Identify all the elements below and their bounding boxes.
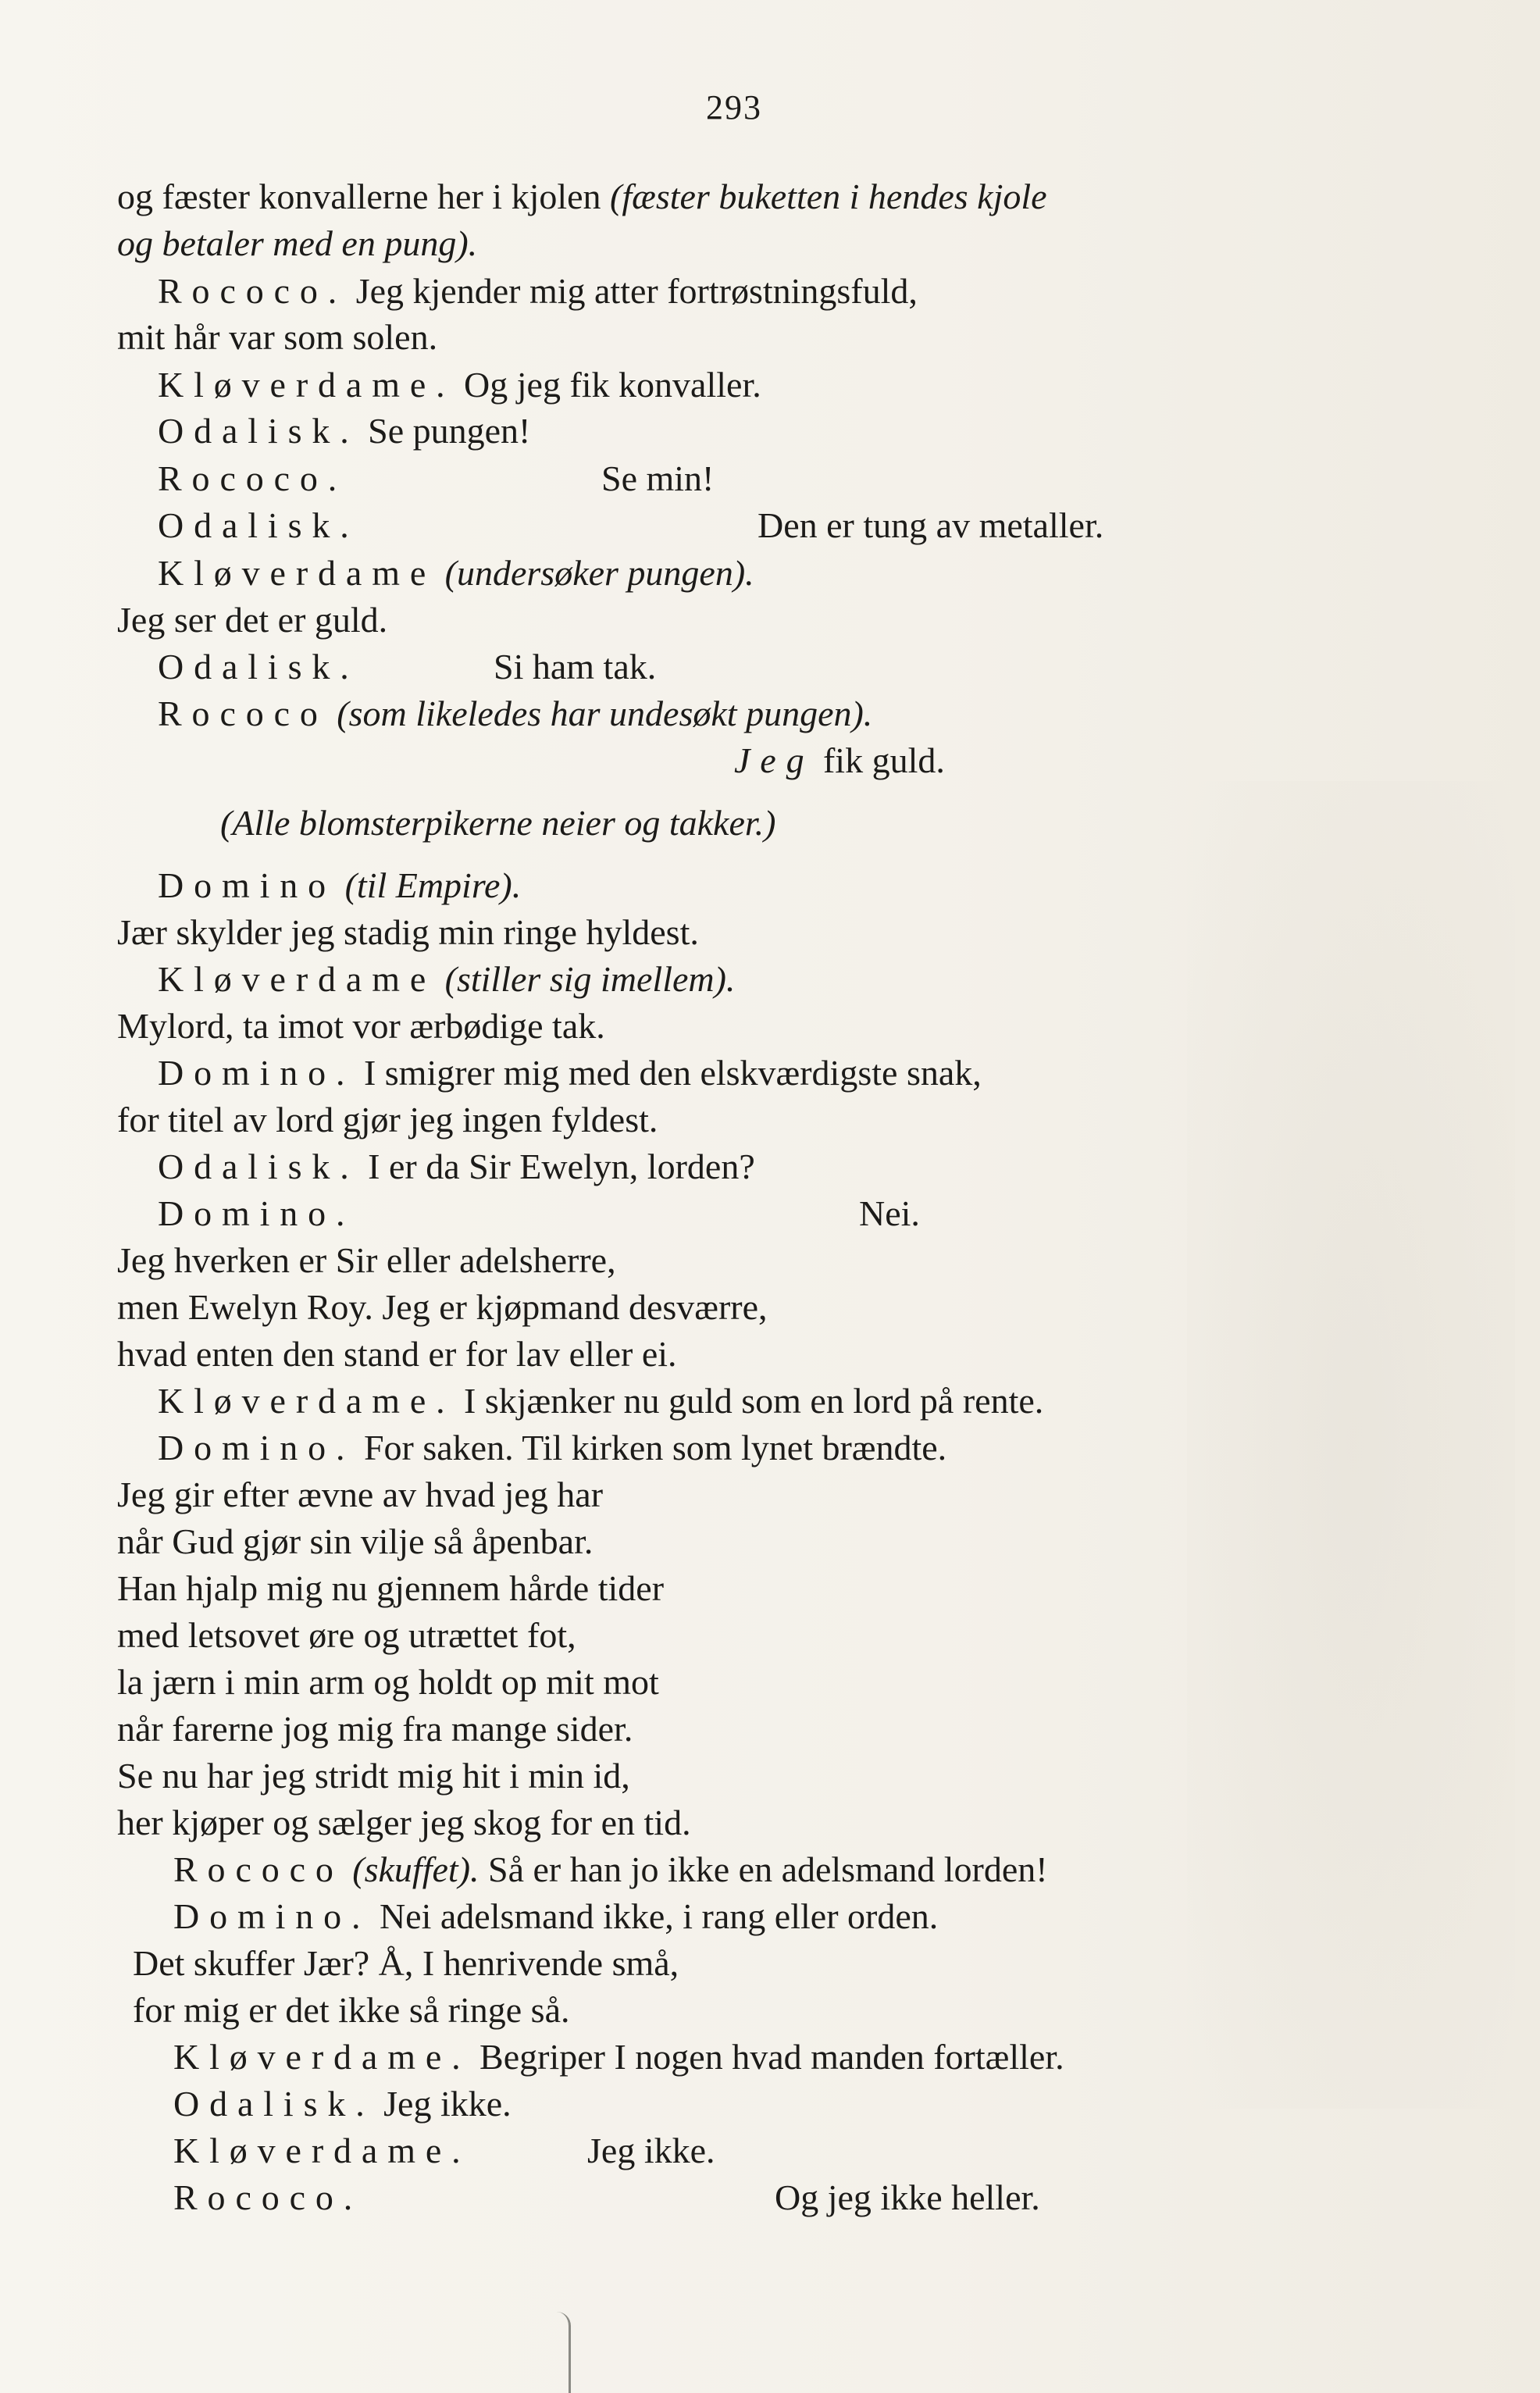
- speaker-name: Domino: [158, 865, 337, 905]
- dialogue-text: Så er han jo ikke en adelsmand lorden!: [479, 1849, 1048, 1889]
- speaker-name: Odalisk.: [173, 2084, 375, 2124]
- page-shading: [1187, 781, 1515, 2109]
- dialogue-text: Jeg kjender mig atter fortrøstningsfuld,: [347, 271, 918, 311]
- dialogue-text: Jeg ser det er guld.: [117, 600, 388, 640]
- dialogue-text: [344, 1849, 353, 1889]
- dialogue-text: mit hår var som solen.: [117, 317, 438, 357]
- text-line: [173, 2081, 512, 2127]
- text-line: [173, 2127, 471, 2174]
- stage-direction: (som likeledes har undesøkt pungen).: [337, 694, 873, 733]
- text-line: [117, 1799, 691, 1846]
- text-line: [173, 2174, 362, 2221]
- dialogue-text: For saken. Til kirken som lynet brændte.: [355, 1428, 947, 1468]
- dialogue-text: men Ewelyn Roy. Jeg er kjøpmand desværre,: [117, 1287, 768, 1327]
- text-line: [158, 862, 521, 909]
- text-line: [133, 1987, 569, 2034]
- text-line: [859, 1190, 920, 1237]
- text-line: [117, 597, 387, 644]
- stage-direction: (undersøker pungen).: [444, 553, 754, 593]
- dialogue-text: Jeg ikke.: [587, 2131, 715, 2170]
- text-line: [158, 644, 359, 690]
- dialogue-text: og fæster konvallerne her i kjolen: [117, 177, 611, 216]
- speaker-name: Kløverdame.: [173, 2037, 471, 2077]
- dialogue-text: I skjænker nu guld som en lord på rente.: [455, 1381, 1044, 1421]
- dialogue-text: [436, 553, 445, 593]
- dialogue-text: Han hjalp mig nu gjennem hårde tider: [117, 1568, 665, 1608]
- dialogue-text: for titel av lord gjør jeg ingen fyldest.: [117, 1100, 658, 1139]
- text-line: [117, 220, 477, 267]
- dialogue-text: for mig er det ikke så ringe så.: [133, 1990, 570, 2030]
- dialogue-text: Se nu har jeg stridt mig hit i min id,: [117, 1756, 630, 1796]
- dialogue-text: I er da Sir Ewelyn, lorden?: [358, 1147, 755, 1186]
- dialogue-text: Se min!: [601, 458, 715, 498]
- text-line: [587, 2127, 715, 2174]
- text-line: [158, 1425, 946, 1471]
- speaker-name: Rococo.: [158, 271, 348, 311]
- text-line: [173, 1846, 1048, 1893]
- speaker-name: Domino.: [158, 1428, 355, 1468]
- dialogue-text: Begriper I nogen hvad manden fortæller.: [470, 2037, 1064, 2077]
- dialogue-text: I smigrer mig med den elskværdigste snak,: [355, 1053, 982, 1093]
- speaker-name: Odalisk.: [158, 1147, 359, 1186]
- text-line: [117, 1565, 664, 1612]
- dialogue-text: når farerne jog mig fra mange sider.: [117, 1709, 633, 1749]
- text-line: [494, 644, 656, 690]
- text-line: [117, 1706, 633, 1753]
- text-line: [117, 1612, 576, 1659]
- text-line: [173, 1893, 938, 1940]
- text-line: [158, 455, 347, 502]
- speaker-name: Domino.: [173, 1896, 371, 1936]
- dialogue-text: [436, 959, 445, 999]
- text-line: [158, 362, 761, 408]
- text-line: [158, 956, 735, 1003]
- stage-direction: (Alle blomsterpikerne neier og takker.): [220, 803, 776, 843]
- dialogue-text: [336, 865, 345, 905]
- text-line: [117, 1753, 630, 1799]
- speaker-name: Jeg: [734, 740, 815, 780]
- dialogue-text: Og jeg ikke heller.: [775, 2177, 1040, 2217]
- dialogue-text: Jeg hverken er Sir eller adelsherre,: [117, 1240, 616, 1280]
- text-line: [117, 1471, 603, 1518]
- stage-direction: (fæster buketten i hendes kjole: [610, 177, 1047, 216]
- dialogue-text: Jeg ikke.: [374, 2084, 512, 2124]
- text-line: [158, 1050, 982, 1097]
- text-line: [133, 1940, 679, 1987]
- text-line: [117, 1518, 593, 1565]
- text-line: [117, 1331, 677, 1378]
- dialogue-text: Den er tung av metaller.: [758, 505, 1104, 545]
- text-line: [775, 2174, 1040, 2221]
- dialogue-text: Nei adelsmand ikke, i rang eller orden.: [370, 1896, 939, 1936]
- speaker-name: Odalisk.: [158, 647, 359, 687]
- text-line: [117, 314, 437, 361]
- dialogue-text: her kjøper og sælger jeg skog for en tid.: [117, 1803, 691, 1842]
- text-line: [734, 737, 945, 784]
- text-line: [220, 800, 776, 847]
- page-number: 293: [706, 88, 762, 127]
- dialogue-text: Nei.: [859, 1193, 920, 1233]
- text-line: [158, 690, 872, 737]
- dialogue-text: Mylord, ta imot vor ærbødige tak.: [117, 1006, 605, 1046]
- text-line: [158, 502, 359, 549]
- text-line: [117, 909, 699, 956]
- text-line: [601, 455, 714, 502]
- binding-mark: [556, 2312, 571, 2393]
- speaker-name: Kløverdame: [158, 959, 437, 999]
- stage-direction: (skuffet).: [352, 1849, 479, 1889]
- text-line: [117, 1097, 658, 1143]
- dialogue-text: Og jeg fik konvaller.: [455, 365, 761, 405]
- speaker-name: Domino.: [158, 1053, 355, 1093]
- stage-direction: (til Empire).: [344, 865, 522, 905]
- text-line: [117, 173, 1047, 220]
- stage-direction: (stiller sig imellem).: [444, 959, 736, 999]
- dialogue-text: la jærn i min arm og holdt op mit mot: [117, 1662, 659, 1702]
- text-line: [117, 1237, 616, 1284]
- speaker-name: Rococo.: [158, 458, 348, 498]
- text-line: [158, 1190, 355, 1237]
- text-line: [117, 1659, 659, 1706]
- dialogue-text: Se pungen!: [358, 411, 531, 451]
- dialogue-text: [328, 694, 337, 733]
- text-line: [158, 1143, 755, 1190]
- speaker-name: Kløverdame.: [158, 365, 455, 405]
- dialogue-text: Det skuffer Jær? Å, I henrivende små,: [133, 1943, 679, 1983]
- text-line: [117, 1284, 768, 1331]
- text-line: [158, 268, 918, 315]
- speaker-name: Odalisk.: [158, 411, 359, 451]
- speaker-name: Rococo: [173, 1849, 344, 1889]
- text-line: [158, 550, 754, 597]
- text-line: [758, 502, 1103, 549]
- speaker-name: Rococo.: [173, 2177, 363, 2217]
- stage-direction: og betaler med en pung).: [117, 223, 478, 263]
- dialogue-text: med letsovet øre og utrættet fot,: [117, 1615, 576, 1655]
- dialogue-text: fik guld.: [814, 740, 945, 780]
- dialogue-text: hvad enten den stand er for lav eller ei.: [117, 1334, 677, 1374]
- text-line: [158, 408, 530, 455]
- dialogue-text: Si ham tak.: [494, 647, 657, 687]
- speaker-name: Odalisk.: [158, 505, 359, 545]
- speaker-name: Kløverdame.: [173, 2131, 471, 2170]
- dialogue-text: når Gud gjør sin vilje så åpenbar.: [117, 1521, 594, 1561]
- text-line: [173, 2034, 1064, 2081]
- speaker-name: Kløverdame: [158, 553, 437, 593]
- text-line: [117, 1003, 605, 1050]
- speaker-name: Kløverdame.: [158, 1381, 455, 1421]
- dialogue-text: Jær skylder jeg stadig min ringe hyldest.: [117, 912, 699, 952]
- text-line: [158, 1378, 1043, 1425]
- speaker-name: Domino.: [158, 1193, 355, 1233]
- speaker-name: Rococo: [158, 694, 328, 733]
- dialogue-text: Jeg gir efter ævne av hvad jeg har: [117, 1475, 604, 1514]
